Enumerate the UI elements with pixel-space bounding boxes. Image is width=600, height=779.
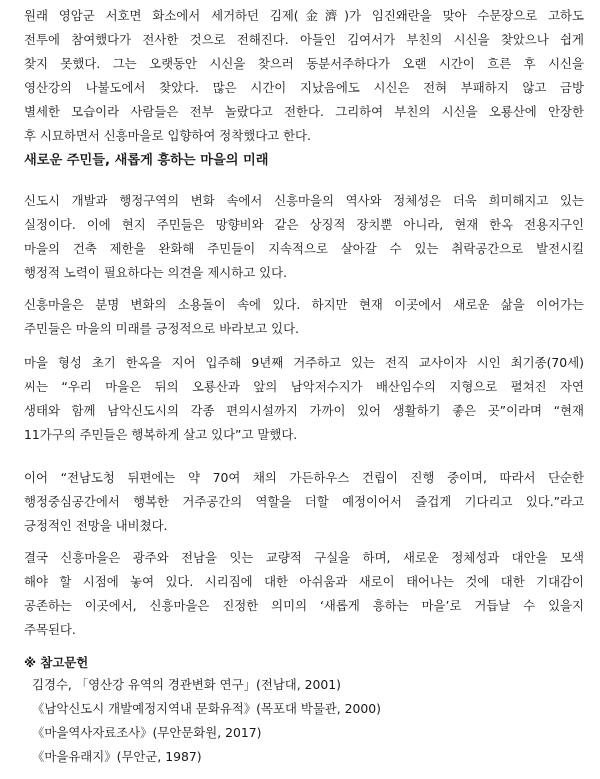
paragraph-change [24,293,584,341]
references-title: ※ 참고문헌 [24,655,89,670]
reference-item: 《마을유래지》(무안군, 1987) [32,749,202,764]
text-line: 후 시묘하면서 신흥마을로 입향하여 정착했다고 한다. [24,128,311,143]
paragraph-conclusion [24,546,584,642]
text-line: 신흥마을은 분명 변화의 소용돌이 속에 있다. 하지만 현재 이곳에서 새로운 삶을 이어가는 [24,297,584,312]
text-line: 전투에 참여했다가 전사한 것으로 전해진다. 아들인 김여서가 부친의 시신을 찾았으나 쉽게 [24,32,584,47]
intro-text [24,4,584,148]
paragraph-text [24,189,584,285]
text-line: 해야 할 시점에 놓여 있다. 시리짐에 대한 아쉬움과 새로이 태어나는 것에 대한 기대감이 [24,574,584,589]
paragraph-garden-house [24,466,584,538]
reference-item: 《마을역사자료조사》(무안문화원, 2017) [32,725,262,740]
paragraph-text [24,293,584,341]
text-line: 마을의 건축 제한을 완화해 주민들이 지속적으로 살아갈 수 있는 취락공간으로 발전시킬 [24,241,584,256]
paragraph-redevelopment [24,189,584,285]
text-line: 행정적 노력이 필요하다는 의견을 제시하고 있다. [24,265,288,280]
intro-paragraph [24,4,584,148]
text-line: 11가구의 주민들은 행복하게 살고 있다”고 말했다. [24,427,298,442]
text-line: 행정중심공간에서 행복한 거주공간의 역할을 더할 예정이어서 즐겁게 기다리고 있다.”라고 [24,494,584,509]
text-line: 영산강의 나불도에서 찾았다. 많은 시간이 지났음에도 시신은 전혀 부패하지 않고 금방 [24,80,584,95]
references-list [32,673,381,769]
text-line: 별세한 모습이라 사람들은 전부 놀랐다고 전한다. 그리하여 부친의 시신을 오룡산에 안장한 [24,104,584,119]
text-line: 실정이다. 이에 현지 주민들은 망향비와 같은 상징적 장치뿐 아니라, 현재 한옥 전용지구인 [24,217,584,232]
paragraph-text [24,546,584,642]
text-line: 씨는 “우리 마을은 뒤의 오룡산과 앞의 남악저수지가 배산임수의 지형으로 펼쳐진 자연 [24,379,584,394]
text-line: 마을 형성 초기 한옥을 지어 입주해 9년째 거주하고 있는 전직 교사이자 시인 최기종(70세) [24,355,584,370]
text-line: 주민들은 마을의 미래를 긍정적으로 바라보고 있다. [24,321,299,336]
text-line: 긍정적인 전망을 내비쳤다. [24,518,168,533]
text-line: 공존하는 이곳에서, 신흥마을은 진정한 의미의 ‘새롭게 흥하는 마을’로 거듭날 수 있을지 [24,598,584,613]
text-line: 생태와 함께 남악신도시의 각종 편의시설까지 가까이 있어 생활하기 좋은 곳”이라며 “현재 [24,403,584,418]
paragraph-text [24,466,584,538]
reference-item: 《남악신도시 개발예정지역내 문화유적》(목포대 박물관, 2000) [32,701,382,716]
text-line: 결국 신흥마을은 광주와 전남을 잇는 교량적 구실을 하며, 새로운 정체성과 대안을 모색 [24,550,584,565]
paragraph-text [24,351,584,447]
text-line: 주목된다. [24,622,76,637]
text-line: 원래 영암군 서호면 화소에서 세거하던 김제(金濟)가 임진왜란을 맞아 수문장으로 고하도 [24,8,584,23]
reference-item: 김경수, 「영산강 유역의 경관변화 연구」(전남대, 2001) [32,677,342,692]
text-line: 신도시 개발과 행정구역의 변화 속에서 신흥마을의 역사와 정체성은 더욱 희미해지고 있는 [24,193,584,208]
paragraph-resident-quote [24,351,584,447]
text-line: 찾지 못했다. 그는 오랫동안 시신을 찾으러 동분서주하다가 오랜 시간이 흐른 후 시신을 [24,56,584,71]
section-heading: 새로운 주민들, 새롭게 흥하는 마을의 미래 [24,153,269,168]
text-line: 이어 “전남도청 뒤편에는 약 70여 채의 가든하우스 건립이 진행 중이며, 따라서 단순한 [24,470,584,485]
